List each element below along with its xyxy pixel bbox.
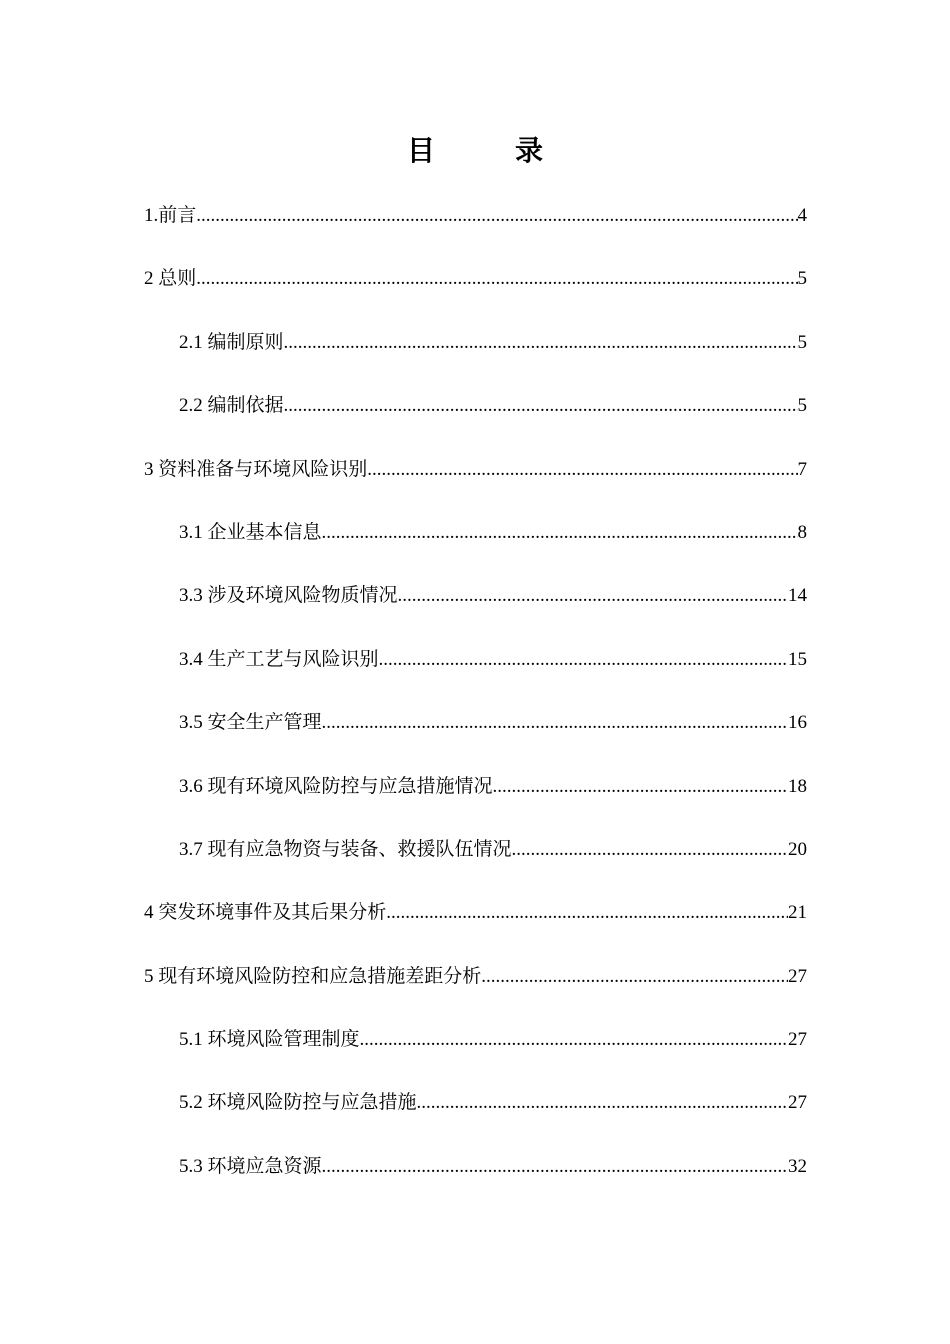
toc-page-number: 20 xyxy=(788,838,807,860)
toc-entry[interactable] xyxy=(144,830,807,893)
toc-dot-leader xyxy=(512,830,788,870)
toc-page-number: 7 xyxy=(797,458,807,480)
toc-page-number: 21 xyxy=(788,902,807,924)
toc-entry[interactable] xyxy=(144,703,807,766)
toc-entry[interactable] xyxy=(144,957,807,1020)
toc-entry-text: 2.2 编制依据 xyxy=(179,395,284,417)
toc-entry-text: 3.6 现有环境风险防控与应急措施情况 xyxy=(179,775,493,797)
toc-entry-text: 3 资料准备与环境风险识别 xyxy=(144,458,368,480)
toc-entry[interactable] xyxy=(144,196,807,259)
toc-page-number: 8 xyxy=(797,521,807,543)
toc-entry-text: 2.1 编制原则 xyxy=(179,331,284,353)
toc-entry-text: 2 总则 xyxy=(144,268,197,290)
toc-entry[interactable] xyxy=(144,576,807,639)
toc-entry-text: 5.2 环境风险防控与应急措施 xyxy=(179,1092,417,1114)
toc-title: 目 录 xyxy=(406,136,569,167)
toc-dot-leader xyxy=(386,893,788,933)
toc-dot-leader xyxy=(322,703,788,743)
toc-entry-text: 1.前言 xyxy=(144,205,197,226)
toc-entry[interactable] xyxy=(144,893,807,956)
toc-entry[interactable] xyxy=(144,767,807,830)
toc-entry[interactable] xyxy=(144,1083,807,1146)
toc-dot-leader xyxy=(360,1020,788,1060)
toc-dot-leader xyxy=(417,1083,788,1123)
toc-page-number: 4 xyxy=(797,205,807,226)
toc-page-number: 15 xyxy=(788,648,807,670)
toc-entry-text: 3.5 安全生产管理 xyxy=(179,712,322,734)
toc-entry[interactable] xyxy=(144,259,807,322)
toc-entry[interactable] xyxy=(144,450,807,513)
toc-entry-text: 3.3 涉及环境风险物质情况 xyxy=(179,585,398,607)
toc-entry-text: 5.3 环境应急资源 xyxy=(179,1155,322,1177)
toc-dot-leader xyxy=(196,259,797,299)
toc-entry[interactable] xyxy=(144,1020,807,1083)
toc-entry-text: 3.1 企业基本信息 xyxy=(179,521,322,543)
toc-entry-text: 4 突发环境事件及其后果分析 xyxy=(144,902,387,924)
toc-dot-leader xyxy=(284,386,798,426)
toc-page-number: 14 xyxy=(788,585,807,607)
toc-entry[interactable] xyxy=(144,386,807,449)
toc-page-number: 18 xyxy=(788,775,807,797)
toc-dot-leader xyxy=(379,640,788,680)
toc-entry[interactable] xyxy=(144,1147,807,1210)
toc-list xyxy=(144,196,807,1210)
toc-page-number: 16 xyxy=(788,712,807,734)
toc-dot-leader xyxy=(493,767,788,807)
toc-page-number: 27 xyxy=(788,1029,807,1051)
toc-page-number: 32 xyxy=(788,1155,807,1177)
toc-page-number: 5 xyxy=(797,395,807,417)
toc-dot-leader xyxy=(322,513,798,553)
toc-page-number: 5 xyxy=(797,268,807,290)
toc-dot-leader xyxy=(367,450,797,490)
toc-entry[interactable] xyxy=(144,513,807,576)
toc-dot-leader xyxy=(196,196,797,236)
toc-entry[interactable] xyxy=(144,640,807,703)
toc-page-number: 27 xyxy=(788,965,807,987)
toc-entry[interactable] xyxy=(144,323,807,386)
toc-dot-leader xyxy=(284,323,798,363)
toc-entry-text: 3.7 现有应急物资与装备、救援队伍情况 xyxy=(179,838,512,860)
toc-dot-leader xyxy=(398,576,788,616)
toc-entry-text: 3.4 生产工艺与风险识别 xyxy=(179,648,379,670)
toc-entry-text: 5.1 环境风险管理制度 xyxy=(179,1029,360,1051)
toc-entry-text: 5 现有环境风险防控和应急措施差距分析 xyxy=(144,965,482,987)
toc-page-number: 27 xyxy=(788,1092,807,1114)
toc-dot-leader xyxy=(481,957,788,997)
toc-page-number: 5 xyxy=(797,331,807,353)
toc-dot-leader xyxy=(322,1147,788,1187)
